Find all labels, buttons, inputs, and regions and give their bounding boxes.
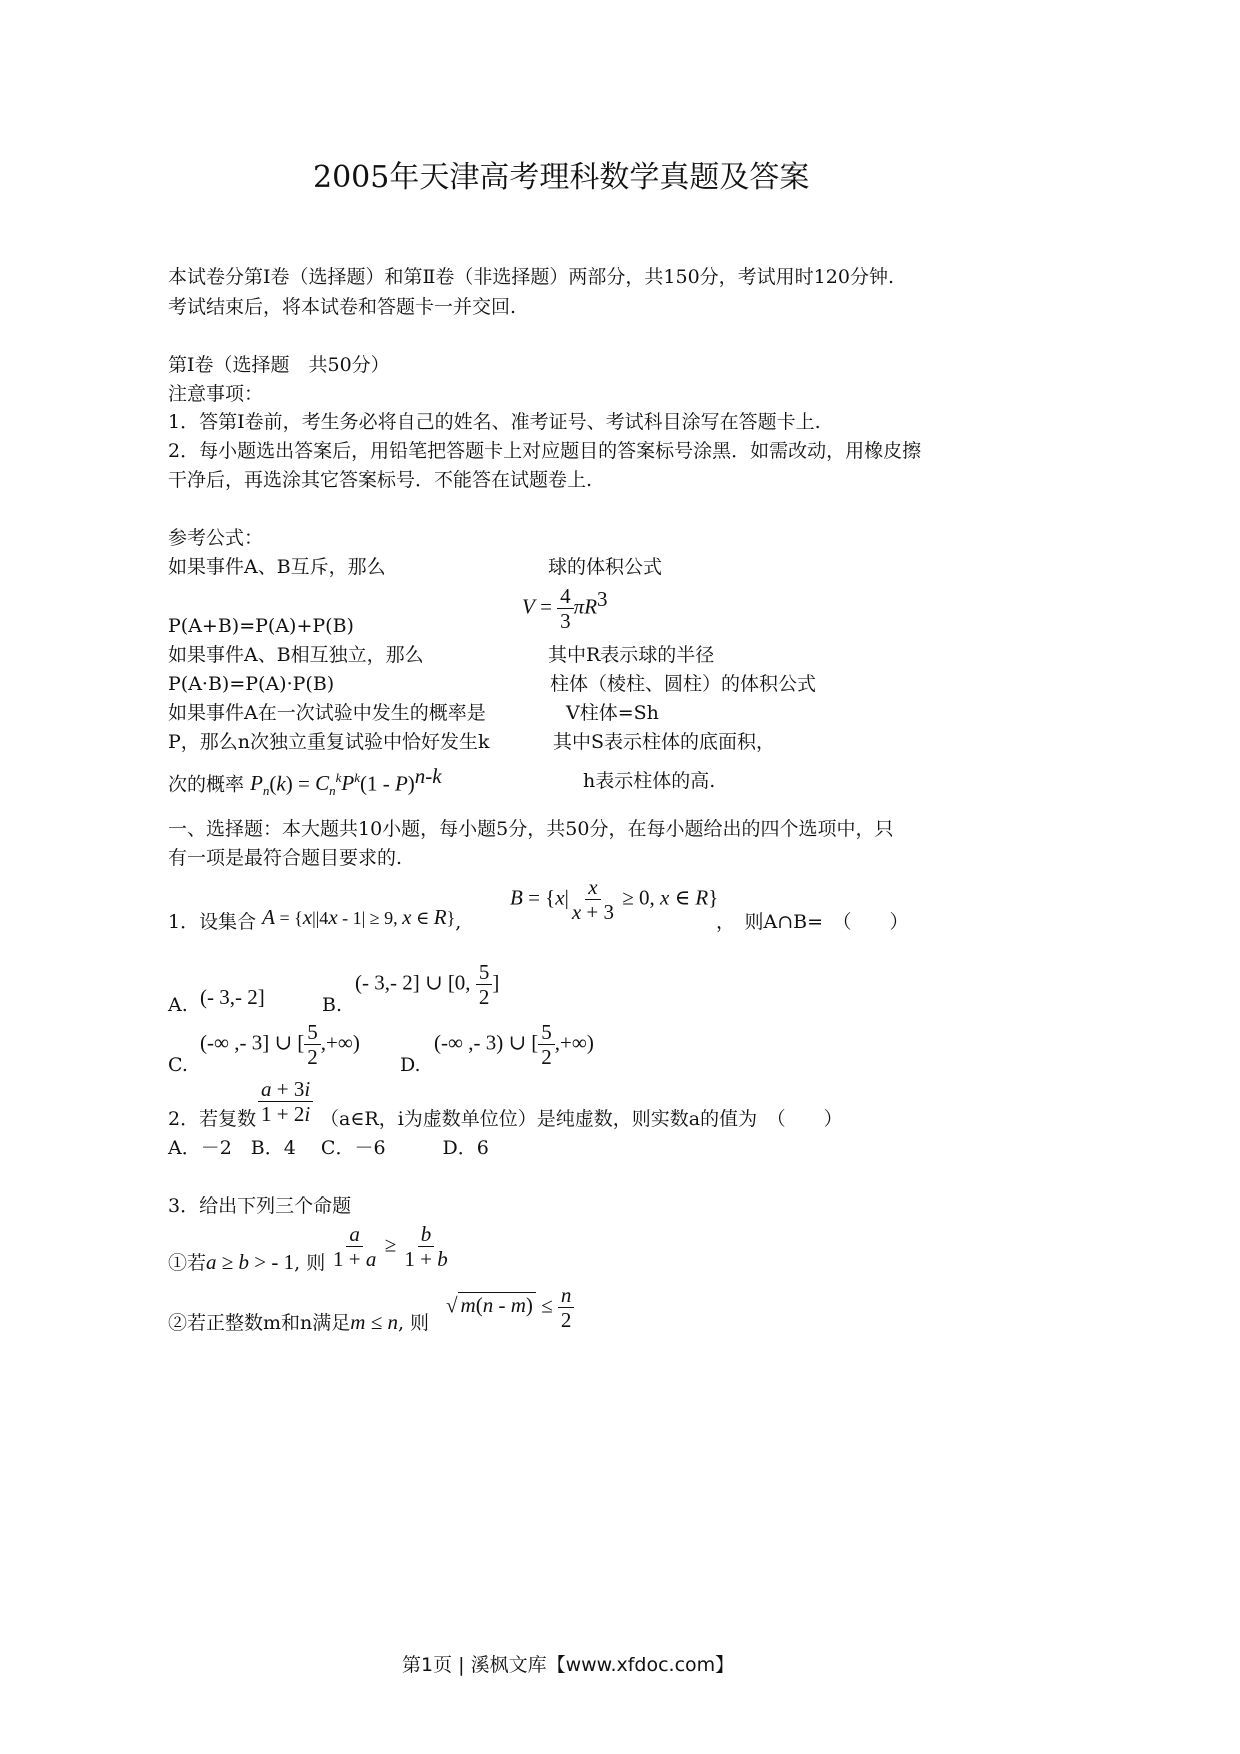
q1-option-c-math: (-∞ ,- 3] ∪ [ $\frac{5}{2}$ ,+∞) bbox=[200, 1020, 360, 1069]
q3-proposition-1: ①若a ≥ b > - 1, 则 bbox=[168, 1250, 326, 1274]
formula-left-1: 如果事件A、B互斥，那么 bbox=[168, 556, 386, 578]
page-title: 2005年天津高考理科数学真题及答案 bbox=[313, 160, 810, 195]
formula-left-3: 如果事件A、B相互独立，那么 bbox=[168, 644, 424, 666]
formula-right-1: 球的体积公式 bbox=[548, 556, 663, 578]
q3-p2-inequality: √ m(n - m) ≤ $\frac{n}{2}$ bbox=[446, 1283, 574, 1332]
formula-right-4: 柱体（棱柱、圆柱）的体积公式 bbox=[550, 673, 817, 695]
q3-p1-prefix: ①若 bbox=[168, 1252, 207, 1274]
formula-right-6: 其中S表示柱体的底面积， bbox=[553, 731, 776, 753]
note-2-line-a: 2．每小题选出答案后，用铅笔把答题卡上对应题目的答案标号涂黑．如需改动，用橡皮擦 bbox=[168, 440, 922, 462]
q1-stem: 1．设集合 A = {x||4x - 1| ≥ 9, x ∈ R}, bbox=[168, 905, 462, 933]
formula-right-3: 其中R表示球的半径 bbox=[548, 644, 715, 666]
q2-prefix: 2．若复数 bbox=[168, 1108, 257, 1130]
q1-set-b: B = {x| $\frac{x}{x + 3}$ ≥ 0, x ∈ R} bbox=[510, 875, 719, 924]
formula-left-6: P，那么n次独立重复试验中恰好发生k bbox=[168, 731, 490, 753]
sphere-volume-formula: V = $\frac{4}{3}$ $\pi R^3$ bbox=[522, 584, 608, 633]
section1-line-2: 有一项是最符合题目要求的. bbox=[168, 847, 403, 869]
q3-p2-prefix: ②若正整数m和n满足 bbox=[168, 1312, 351, 1334]
q2-options: A．－2 B．4 C．－6 D．6 bbox=[168, 1137, 489, 1159]
q1-suffix: 则A∩B= （ ） bbox=[744, 911, 909, 933]
q1-suffix-row: ， 则A∩B= （ ） bbox=[716, 911, 909, 933]
q3-p2-mid: , 则 bbox=[397, 1312, 430, 1334]
intro-line-2: 考试结束后，将本试卷和答题卡一并交回. bbox=[168, 296, 517, 318]
q3-intro: 3．给出下列三个命题 bbox=[168, 1195, 352, 1217]
formula-left-2: P(A+B)=P(A)+P(B) bbox=[168, 615, 354, 637]
q1-option-d-math: (-∞ ,- 3) ∪ [ $\frac{5}{2}$ ,+∞) bbox=[434, 1020, 594, 1069]
note-2-line-b: 干净后，再选涂其它答案标号．不能答在试题卷上. bbox=[168, 469, 593, 491]
intro-line-1: 本试卷分第Ⅰ卷（选择题）和第Ⅱ卷（非选择题）两部分，共150分，考试用时120分钟. bbox=[168, 266, 894, 288]
q1-option-c-label: C. bbox=[168, 1054, 188, 1076]
formula-left-7-text: 次的概率 bbox=[168, 773, 245, 796]
q3-p1-inequality: $\frac{a}{1 + a}$ ≥ $\frac{b}{1 + b}$ bbox=[333, 1222, 448, 1271]
formula-right-5: V柱体=Sh bbox=[566, 702, 659, 724]
q2-suffix: （a∈R，i为虚数单位位）是纯虚数，则实数a的值为 （ ） bbox=[320, 1108, 843, 1130]
q1-option-a-label: A. bbox=[168, 994, 188, 1016]
page-footer: 第1页 | 溪枫文库【www.xfdoc.com】 bbox=[402, 1654, 735, 1676]
notes-label: 注意事项： bbox=[168, 383, 264, 405]
q1-prefix: 1．设集合 bbox=[168, 911, 257, 933]
part1-heading: 第Ⅰ卷（选择题 共50分） bbox=[168, 354, 390, 376]
section1-line-1: 一、选择题：本大题共10小题，每小题5分，共50分，在每小题给出的四个选项中，只 bbox=[168, 818, 894, 840]
note-1: 1．答第Ⅰ卷前，考生务必将自己的姓名、准考证号、考试科目涂写在答题卡上. bbox=[168, 411, 821, 433]
q3-p1-mid: , 则 bbox=[294, 1252, 326, 1274]
q3-proposition-2: ②若正整数m和n满足m ≤ n, 则 bbox=[168, 1310, 430, 1334]
q1-option-b-math: (- 3,- 2] ∪ [0, $\frac{5}{2}$ ] bbox=[355, 960, 500, 1009]
q1-option-d-label: D. bbox=[400, 1054, 421, 1076]
q2-fraction: $\frac{a + 3i}{1 + 2i}$ bbox=[258, 1077, 313, 1126]
formula-left-4: P(A·B)=P(A)·P(B) bbox=[168, 673, 335, 695]
formula-left-7: 次的概率 $P_n(k) = C_n^kP^k(1 - P)^{n-k}$ bbox=[168, 764, 442, 799]
formula-left-5: 如果事件A在一次试验中发生的概率是 bbox=[168, 702, 486, 724]
q1-option-a-math: (- 3,- 2] bbox=[200, 985, 265, 1009]
formula-right-7: h表示柱体的高. bbox=[583, 770, 716, 792]
q1-option-b-label: B. bbox=[322, 994, 343, 1016]
formulas-label: 参考公式： bbox=[168, 527, 264, 549]
